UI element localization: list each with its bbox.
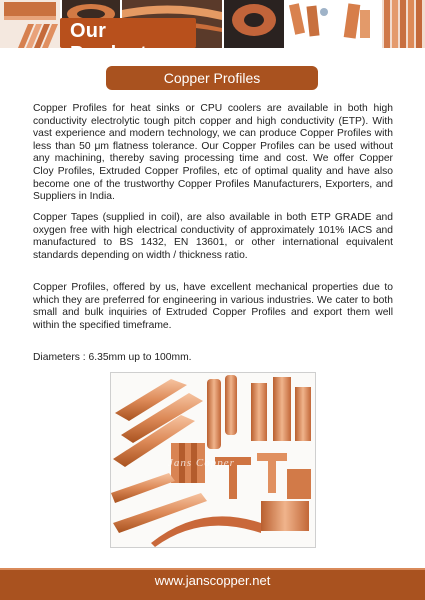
footer-bar bbox=[0, 570, 425, 600]
products-title-badge bbox=[60, 18, 196, 65]
section-heading: Copper Profiles bbox=[106, 66, 318, 90]
paragraph-mechanical-properties: Copper Profiles, offered by us, have excellent mechanical properties due to which they are preferred for engineering in various industries. We cater to both small and bulk inquiries of Extruded Copper Profiles and export them well within the specified timeframe. bbox=[33, 282, 393, 331]
copper-rods-thumbnail bbox=[382, 0, 425, 48]
page-title: Our Products bbox=[70, 20, 159, 65]
copper-profiles-photo bbox=[110, 372, 316, 548]
copper-coil-roll-thumbnail bbox=[224, 0, 284, 48]
copper-busbar-thumbnail bbox=[286, 0, 336, 48]
paragraph-copper-tapes: Copper Tapes (supplied in coil), are also available in both ETP GRADE and oxygen free with high electrical conductivity of approximately 101% IACS and manufactured to BS 1432, EN 13601, or other international equivalent standards depending on width / thickness ratio. bbox=[33, 212, 393, 261]
footer-website-link[interactable]: www.janscopper.net bbox=[154, 573, 271, 588]
copper-strips-logo-icon bbox=[18, 20, 58, 48]
header-banner bbox=[0, 0, 425, 65]
paragraph-diameters: Diameters : 6.35mm up to 100mm. bbox=[33, 352, 192, 363]
copper-flat-bar-thumbnail bbox=[338, 0, 380, 48]
photo-watermark: Jans Copper bbox=[168, 457, 235, 469]
paragraph-copper-profiles-intro: Copper Profiles for heat sinks or CPU coolers are available in both high conductivity electrolytic tough pitch copper and high conductivity (ETP). With vast experience and modern technology, we can produce Copper Profiles with less than 50 μm flatness tolerance. Our Copper Profiles can be used without any machining, thereby saving processing time and cost. We offer Copper Cloy Profiles, Extruded Copper Profiles, etc of optimal quality and have also become one of the trustworthy Copper Profiles Manufacturers, Exporters, and Suppliers in India. bbox=[33, 103, 393, 203]
